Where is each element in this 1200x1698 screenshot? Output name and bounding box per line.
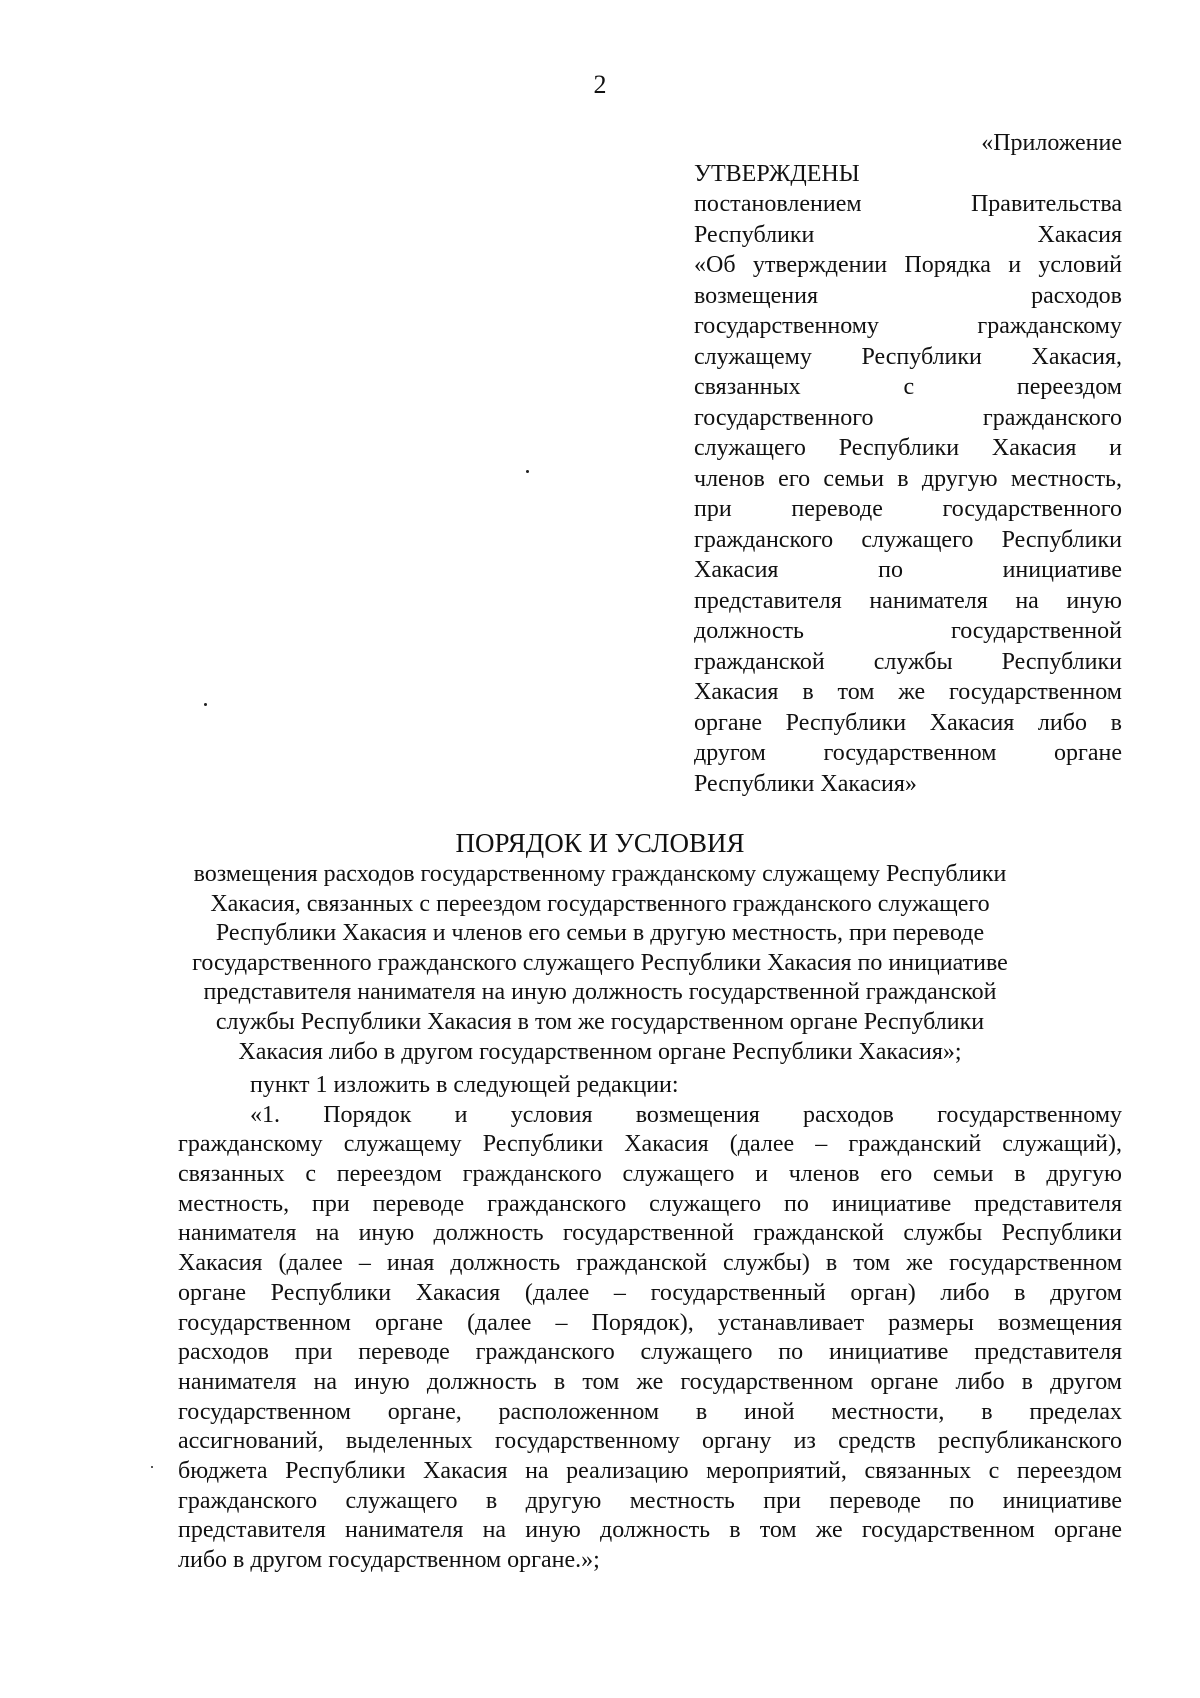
approval-appendix: «Приложение bbox=[981, 130, 1122, 156]
body-line: гражданскому служащему Республики Хакасия (далее – гражданский служащий), bbox=[178, 1131, 1122, 1158]
body-line: нанимателя на иную должность в том же государственном органе либо в другом bbox=[178, 1368, 1122, 1395]
body-line: бюджета Республики Хакасия на реализацию мероприятий, связанных с переездом bbox=[178, 1457, 1122, 1484]
approval-line: возмещения расходов bbox=[694, 282, 1122, 309]
approval-line: Республики Хакасия bbox=[694, 221, 1122, 248]
title-line: Хакасия либо в другом государственном органе Республики Хакасия»; bbox=[238, 1038, 962, 1065]
approval-line: гражданской службы Республики bbox=[694, 648, 1122, 675]
approval-line: служащему Республики Хакасия, bbox=[694, 343, 1122, 370]
body-intro: пункт 1 изложить в следующей редакции: bbox=[250, 1072, 679, 1098]
approval-line: «Об утверждении Порядка и условий bbox=[694, 252, 1122, 278]
body-line: Хакасия (далее – иная должность гражданской службы) в том же государственном bbox=[178, 1250, 1122, 1277]
scan-speck bbox=[204, 703, 207, 706]
approval-line: при переводе государственного bbox=[694, 496, 1122, 522]
body-line: органе Республики Хакасия (далее – государственный орган) либо в другом bbox=[178, 1279, 1122, 1306]
approval-line: связанных с переездом bbox=[694, 374, 1122, 400]
body-block bbox=[178, 1071, 1122, 1576]
approval-line: Хакасия по инициативе bbox=[694, 557, 1122, 583]
body-line: расходов при переводе гражданского служащего по инициативе представителя bbox=[178, 1339, 1122, 1366]
approval-line: Хакасия в том же государственном bbox=[694, 679, 1122, 705]
approval-line-last: Республики Хакасия» bbox=[694, 770, 917, 797]
title-line: представителя нанимателя на иную должность государственной гражданской bbox=[203, 979, 997, 1006]
title-line: Хакасия, связанных с переездом государственного гражданского служащего bbox=[210, 890, 990, 917]
approval-line: членов его семьи в другую местность, bbox=[694, 465, 1122, 492]
approval-approved: УТВЕРЖДЕНЫ bbox=[694, 160, 860, 187]
document-title: ПОРЯДОК И УСЛОВИЯ bbox=[455, 828, 745, 858]
body-line: «1. Порядок и условия возмещения расходов государственному bbox=[250, 1101, 1122, 1128]
approval-line: органе Республики Хакасия либо в bbox=[694, 709, 1122, 736]
body-line: представителя нанимателя на иную должность в том же государственном органе bbox=[178, 1517, 1122, 1544]
body-line: связанных с переездом гражданского служащего и членов его семьи в другую bbox=[178, 1161, 1122, 1188]
body-line: гражданского служащего в другую местность при переводе по инициативе bbox=[178, 1487, 1122, 1514]
page-number: 2 bbox=[593, 70, 607, 99]
approval-line: государственному гражданскому bbox=[694, 313, 1122, 339]
scan-speck bbox=[151, 1466, 153, 1468]
title-line: службы Республики Хакасия в том же государственном органе Республики bbox=[215, 1008, 985, 1035]
body-line: нанимателя на иную должность государственной гражданской службы Республики bbox=[178, 1220, 1122, 1247]
body-line: ассигнований, выделенных государственному органу из средств республиканского bbox=[178, 1428, 1122, 1455]
approval-line: представителя нанимателя на иную bbox=[694, 587, 1122, 614]
scan-speck bbox=[526, 470, 529, 473]
title-line: государственного гражданского служащего Республики Хакасия по инициативе bbox=[192, 949, 1008, 976]
body-line: местность, при переводе гражданского служащего по инициативе представителя bbox=[178, 1190, 1122, 1217]
approval-line: должность государственной bbox=[694, 618, 1122, 644]
approval-line: постановлением Правительства bbox=[694, 191, 1122, 217]
body-line: государственном органе, расположенном в иной местности, в пределах bbox=[178, 1398, 1122, 1425]
title-block bbox=[0, 826, 1200, 1067]
title-line: возмещения расходов государственному гражданскому служащему Республики bbox=[193, 861, 1007, 887]
approval-line: другом государственном органе bbox=[694, 740, 1122, 766]
body-line-last: либо в другом государственном органе.»; bbox=[178, 1547, 600, 1573]
approval-block bbox=[694, 128, 1122, 799]
approval-line: служащего Республики Хакасия и bbox=[694, 435, 1122, 461]
body-line: государственном органе (далее – Порядок), устанавливает размеры возмещения bbox=[178, 1309, 1122, 1336]
approval-line: государственного гражданского bbox=[694, 404, 1122, 431]
title-line: Республики Хакасия и членов его семьи в другую местность, при переводе bbox=[215, 920, 985, 947]
approval-line: гражданского служащего Республики bbox=[694, 526, 1122, 553]
